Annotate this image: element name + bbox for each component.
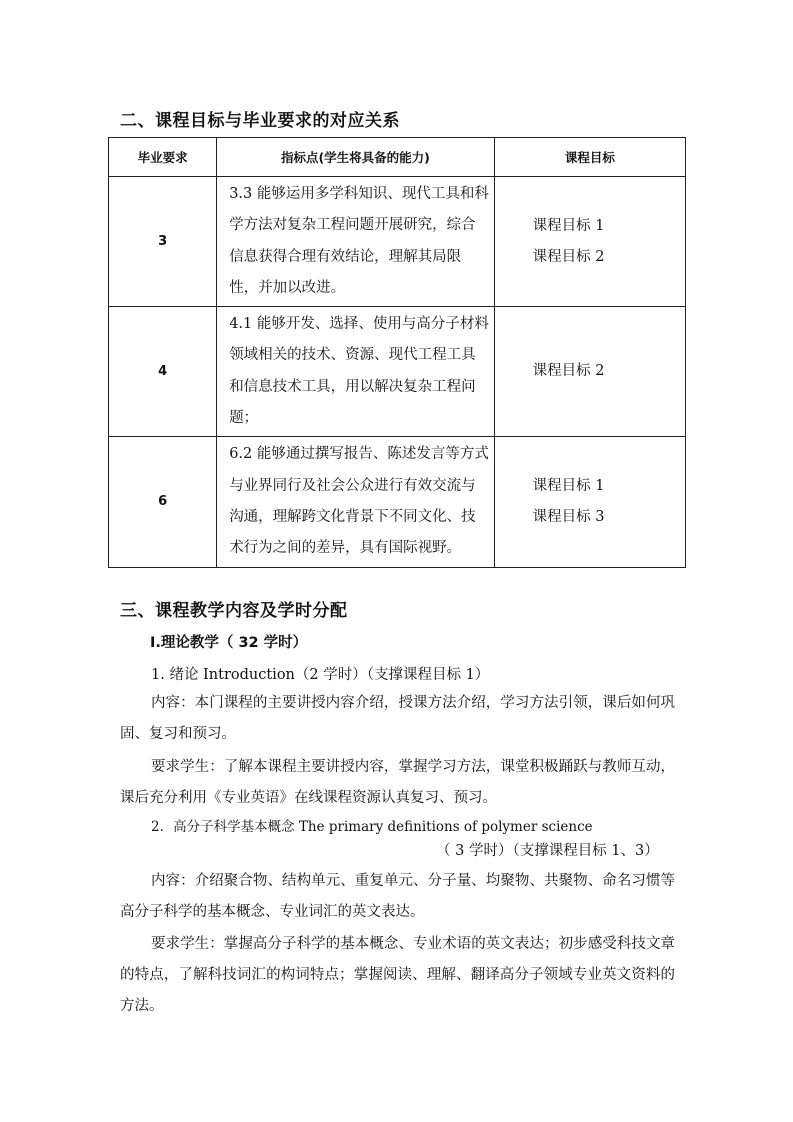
- column-header: 课程目标: [494, 138, 685, 177]
- goal-label: 课程目标 1: [532, 217, 605, 234]
- subsection-title: Ⅰ.理论教学（ 32 学时）: [150, 635, 308, 651]
- item-heading: 2．高分子科学基本概念 The primary definitions of polymer science: [151, 819, 593, 835]
- goal-label: 课程目标 2: [532, 248, 605, 265]
- requirement-cell: 3: [109, 177, 217, 307]
- table-row: [109, 437, 686, 567]
- goal-cell: [494, 177, 685, 307]
- requirement-cell: 6: [109, 437, 217, 567]
- objectives-mapping-table: [108, 137, 686, 568]
- goal-label: 课程目标 1: [532, 477, 605, 494]
- requirement-paragraph: 要求学生：掌握高分子科学的基本概念、专业术语的英文表达；初步感受科技文章的特点，了解科技词汇的构词特点；掌握阅读、理解、翻译高分子领域专业英文资料的方法。: [120, 936, 675, 1014]
- section-title: 二、课程目标与毕业要求的对应关系: [120, 111, 400, 131]
- goal-label: 课程目标 3: [532, 508, 605, 525]
- goal-cell: [494, 307, 685, 437]
- indicator-cell: 6.2 能够通过撰写报告、陈述发言等方式与业界同行及社会公众进行有效交流与沟通，理解跨文化背景下不同文化、技术行为之间的差异，具有国际视野。: [217, 437, 494, 567]
- requirement-cell: 4: [109, 307, 217, 437]
- indicator-cell: 4.1 能够开发、选择、使用与高分子材料领域相关的技术、资源、现代工程工具和信息技术工具，用以解决复杂工程问题；: [217, 307, 494, 437]
- item-hours: （ 3 学时）（支撑课程目标 1、3）: [436, 843, 659, 859]
- requirement-paragraph: 要求学生：了解本课程主要讲授内容，掌握学习方法，课堂积极踊跃与教师互动，课后充分利用《专业英语》在线课程资源认真复习、预习。: [120, 759, 675, 806]
- section-title: 三、课程教学内容及学时分配: [120, 601, 348, 621]
- item-heading: 1. 绪论 Introduction（2 学时）（支撑课程目标 1）: [151, 667, 490, 683]
- content-paragraph: 内容：介绍聚合物、结构单元、重复单元、分子量、均聚物、共聚物、命名习惯等高分子科学的基本概念、专业词汇的英文表达。: [120, 873, 675, 920]
- content-paragraph: 内容：本门课程的主要讲授内容介绍，授课方法介绍，学习方法引领，课后如何巩固、复习和预习。: [120, 695, 675, 742]
- column-header: 毕业要求: [109, 138, 217, 177]
- table-header-row: [109, 138, 686, 177]
- table-row: [109, 177, 686, 307]
- goal-label: 课程目标 2: [532, 363, 605, 380]
- indicator-cell: 3.3 能够运用多学科知识、现代工具和科学方法对复杂工程问题开展研究，综合信息获得合理有效结论，理解其局限性，并加以改进。: [217, 177, 494, 307]
- column-header: 指标点(学生将具备的能力): [217, 138, 494, 177]
- goal-cell: [494, 437, 685, 567]
- table-row: [109, 307, 686, 437]
